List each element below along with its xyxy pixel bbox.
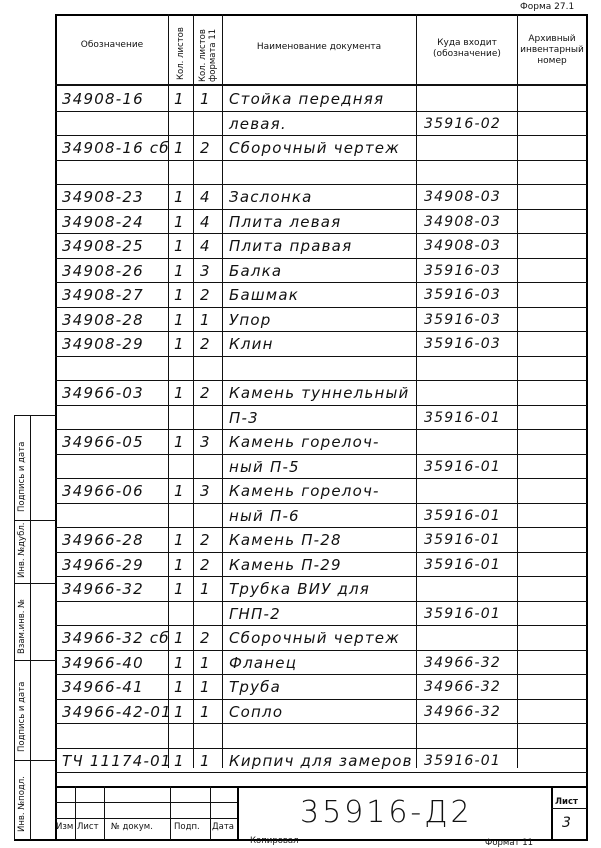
- row-line: [55, 160, 587, 161]
- row-doc-name: Труба: [229, 678, 282, 696]
- row-line: [55, 625, 587, 626]
- row-doc-name: Балка: [229, 261, 283, 280]
- row-sheet-count: 1: [174, 482, 185, 500]
- side-sep-0: [14, 415, 56, 416]
- frame-top: [55, 14, 587, 16]
- title-block-top: [55, 786, 588, 788]
- side-label-vzam: Взам.инв. №: [17, 598, 27, 654]
- row-sheet-count-format: 1: [200, 678, 211, 696]
- row-sheet-count-format: 2: [200, 335, 211, 353]
- row-where-used: 35916-02: [424, 115, 502, 132]
- row-where-used: 35916-01: [424, 752, 502, 769]
- col-sep-2: [193, 14, 194, 768]
- row-sheet-count-format: 2: [200, 286, 211, 304]
- side-label-podpis2: Подпись и дата: [17, 681, 27, 752]
- row-sheet-count-format: 2: [200, 139, 211, 157]
- row-sheet-count-format: 2: [200, 629, 211, 647]
- row-sheet-count-format: 4: [200, 188, 211, 206]
- row-doc-name: Сборочный чертеж: [229, 139, 400, 157]
- row-doc-name: ный П-6: [229, 506, 300, 525]
- row-doc-name: Упор: [229, 310, 272, 329]
- side-sep-3: [14, 660, 56, 661]
- row-designation: 34966-29: [62, 555, 144, 574]
- row-sheet-count: 1: [174, 90, 185, 108]
- row-designation: 34966-40: [62, 653, 144, 672]
- row-sheet-count-format: 2: [200, 555, 211, 574]
- row-sheet-count: 1: [174, 310, 185, 329]
- col-sep-3: [222, 14, 223, 768]
- tb-podp: Подп.: [174, 822, 200, 832]
- frame-left: [55, 14, 57, 840]
- side-sep-2: [14, 583, 56, 584]
- row-designation: ТЧ 11174-01: [62, 751, 172, 770]
- row-doc-name: Плита правая: [229, 237, 353, 255]
- row-sheet-count-format: 2: [200, 384, 211, 402]
- header-where-used: Куда входит (обозначение): [433, 38, 501, 59]
- row-line: [55, 699, 587, 700]
- row-sheet-count-format: 1: [200, 580, 211, 598]
- tb-col-2: [104, 786, 105, 840]
- row-line: [55, 184, 587, 185]
- col-sep-1: [168, 14, 169, 768]
- row-doc-name: Кирпич для замеров: [229, 751, 413, 770]
- row-line: [55, 527, 587, 528]
- document-code: 35916-Д2: [300, 795, 473, 830]
- row-doc-name: Камень горелоч-: [229, 482, 380, 500]
- side-label-podpis1: Подпись и дата: [17, 441, 27, 512]
- row-sheet-count: 1: [174, 531, 185, 549]
- tb-col-5: [237, 786, 239, 840]
- row-sheet-count-format: 3: [200, 261, 211, 280]
- row-where-used: 35916-03: [424, 311, 502, 328]
- row-sheet-count: 1: [174, 555, 185, 574]
- row-line: [55, 282, 587, 283]
- row-line: [55, 674, 587, 675]
- row-doc-name: Фланец: [229, 653, 298, 672]
- row-sheet-count-format: 4: [200, 212, 211, 231]
- header-doc-name: Наименование документа: [256, 42, 382, 52]
- row-line: [55, 111, 587, 112]
- row-line: [55, 380, 587, 381]
- row-doc-name: П-3: [229, 408, 259, 427]
- row-where-used: 35916-01: [424, 605, 502, 622]
- tb-sheet-label: Лист: [555, 797, 578, 807]
- row-designation: 34966-28: [62, 531, 144, 549]
- row-where-used: 34908-03: [424, 189, 502, 205]
- row-line: [55, 135, 587, 136]
- row-sheet-count-format: 2: [200, 531, 211, 549]
- row-doc-name: Сопло: [229, 702, 284, 721]
- row-line: [55, 307, 587, 308]
- tb-col-6: [551, 786, 553, 840]
- row-doc-name: Клин: [229, 335, 274, 353]
- row-where-used: 34908-03: [424, 238, 502, 254]
- tb-col-3: [170, 786, 171, 840]
- row-sheet-count: 1: [174, 580, 185, 598]
- row-designation: 34908-29: [62, 335, 144, 353]
- row-line: [55, 748, 587, 749]
- row-doc-name: Камень горелоч-: [229, 433, 380, 451]
- tb-data: Дата: [212, 822, 235, 832]
- row-line: [55, 405, 587, 406]
- row-designation: 34908-28: [62, 310, 144, 329]
- row-sheet-count: 1: [174, 261, 185, 280]
- side-label-inv-dubl: Инв. №дубл.: [17, 522, 27, 578]
- row-doc-name: Башмак: [229, 286, 299, 304]
- footer-copied: Копировал: [250, 836, 299, 846]
- row-line: [55, 552, 587, 553]
- row-designation: 34966-32 сб: [62, 629, 170, 647]
- row-doc-name: Камень П-28: [229, 531, 342, 549]
- row-designation: 34908-25: [62, 237, 144, 255]
- row-sheet-count: 1: [174, 188, 185, 206]
- row-designation: 34966-41: [62, 678, 144, 696]
- row-sheet-count: 1: [174, 653, 185, 672]
- header-sheet-count: Кол. листов: [176, 27, 186, 80]
- row-where-used: 35916-01: [424, 409, 502, 426]
- frame-right: [586, 14, 588, 840]
- row-line: [55, 601, 587, 602]
- row-sheet-count: 1: [174, 335, 185, 353]
- row-where-used: 35916-01: [424, 507, 502, 524]
- col-sep-5: [517, 14, 518, 768]
- row-designation: 34908-24: [62, 212, 144, 231]
- row-sheet-count-format: 1: [200, 90, 211, 108]
- side-strip-outer: [14, 415, 15, 840]
- row-line: [55, 576, 587, 577]
- form-label: Форма 27.1: [520, 2, 575, 12]
- row-sheet-count: 1: [174, 237, 185, 255]
- row-doc-name: Камень П-29: [229, 555, 342, 574]
- row-sheet-count-format: 3: [200, 433, 211, 451]
- header-archive: Архивный инвентарный номер: [520, 34, 584, 66]
- tb-sheet-line: [551, 808, 587, 809]
- side-strip-inner: [30, 415, 31, 840]
- row-sheet-count: 1: [174, 702, 185, 721]
- side-label-inv-podl: Инв. №подл.: [17, 776, 27, 832]
- tb-col-1: [75, 786, 76, 840]
- header-bottom: [55, 84, 587, 86]
- row-line: [55, 429, 587, 430]
- row-line: [55, 331, 587, 332]
- row-line: [55, 478, 587, 479]
- row-sheet-count-format: 3: [200, 482, 211, 500]
- row-sheet-count: 1: [174, 212, 185, 231]
- row-line: [55, 772, 587, 773]
- row-designation: 34908-27: [62, 286, 144, 304]
- row-where-used: 34966-32: [424, 654, 502, 671]
- tb-izm: Изм: [56, 822, 74, 832]
- row-line: [55, 503, 587, 504]
- row-designation: 34966-32: [62, 580, 144, 598]
- row-doc-name: ГНП-2: [229, 604, 281, 623]
- row-designation: 34966-03: [62, 384, 144, 402]
- row-sheet-count: 1: [174, 139, 185, 157]
- row-line: [55, 650, 587, 651]
- row-designation: 34908-26: [62, 261, 144, 280]
- row-sheet-count-format: 1: [200, 751, 211, 770]
- row-line: [55, 454, 587, 455]
- tb-list: Лист: [77, 822, 99, 832]
- row-sheet-count: 1: [174, 286, 185, 304]
- row-where-used: 35916-03: [424, 336, 502, 352]
- row-line: [55, 356, 587, 357]
- row-line: [55, 209, 587, 210]
- row-sheet-count: 1: [174, 384, 185, 402]
- row-line: [55, 258, 587, 259]
- tb-sheet-value: 3: [562, 815, 573, 831]
- tb-doc-no: № докум.: [111, 822, 153, 832]
- row-designation: 34966-06: [62, 482, 144, 500]
- row-sheet-count-format: 1: [200, 702, 211, 721]
- footer-format: Формат 11: [485, 838, 534, 848]
- row-sheet-count: 1: [174, 751, 185, 770]
- row-doc-name: ный П-5: [229, 457, 300, 476]
- row-sheet-count-format: 1: [200, 310, 211, 329]
- row-sheet-count: 1: [174, 629, 185, 647]
- row-where-used: 35916-03: [424, 262, 502, 279]
- row-sheet-count-format: 4: [200, 237, 211, 255]
- row-where-used: 34908-03: [424, 213, 502, 230]
- row-doc-name: Плита левая: [229, 212, 342, 231]
- row-where-used: 35916-01: [424, 458, 502, 475]
- side-sep-4: [14, 760, 56, 761]
- row-doc-name: Камень туннельный: [229, 384, 410, 402]
- col-sep-4: [416, 14, 417, 768]
- side-sep-1: [14, 520, 56, 521]
- row-designation: 34908-16: [62, 90, 144, 108]
- row-where-used: 34966-32: [424, 703, 502, 720]
- row-doc-name: Трубка ВИУ для: [229, 580, 371, 598]
- header-designation: Обозначение: [80, 40, 144, 50]
- tb-col-4: [210, 786, 211, 840]
- row-line: [55, 723, 587, 724]
- row-where-used: 35916-03: [424, 287, 502, 303]
- row-designation: 34966-05: [62, 433, 144, 451]
- row-doc-name: левая.: [229, 114, 287, 133]
- row-line: [55, 233, 587, 234]
- row-doc-name: Заслонка: [229, 188, 313, 206]
- row-doc-name: Стойка передняя: [229, 90, 385, 108]
- row-where-used: 35916-01: [424, 532, 502, 548]
- row-designation: 34966-42-01: [62, 702, 172, 721]
- row-designation: 34908-16 сб: [62, 139, 170, 157]
- row-doc-name: Сборочный чертеж: [229, 629, 400, 647]
- row-sheet-count: 1: [174, 678, 185, 696]
- row-where-used: 34966-32: [424, 679, 502, 695]
- row-designation: 34908-23: [62, 188, 144, 206]
- row-where-used: 35916-01: [424, 556, 502, 573]
- row-sheet-count-format: 1: [200, 653, 211, 672]
- header-sheet-count-format: Кол. листов формата 11: [198, 28, 218, 82]
- row-sheet-count: 1: [174, 433, 185, 451]
